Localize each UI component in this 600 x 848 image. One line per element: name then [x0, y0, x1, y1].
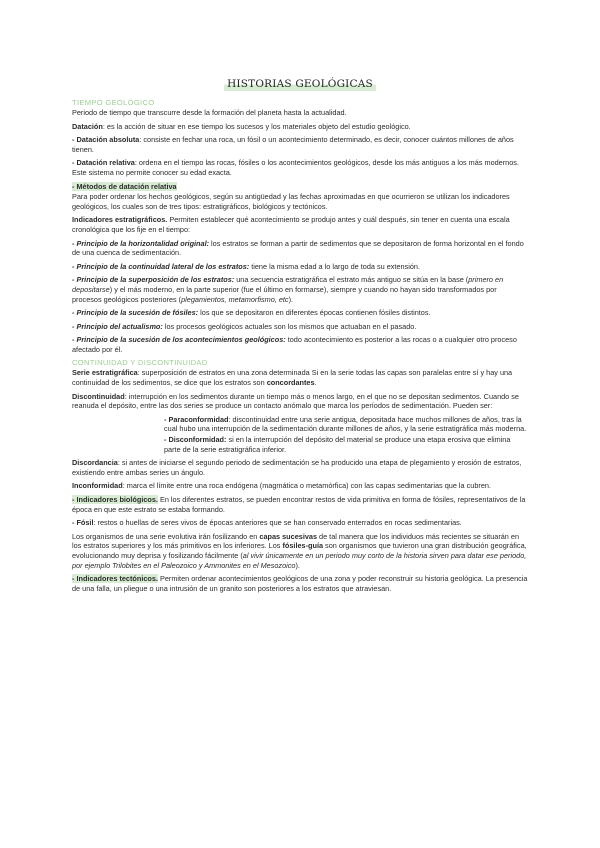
principle-term: - Principio de la sucesión de los acontecimientos geológicos:: [72, 335, 286, 345]
term: Discontinuidad: [72, 391, 125, 401]
term: Discordancia: [72, 458, 118, 468]
paragraph: [72, 215, 528, 234]
paragraph: [72, 495, 528, 514]
paragraph: [72, 518, 528, 528]
text: ).: [295, 560, 300, 570]
text: todo acontecimiento es posterior a las rocas o a cualquier otro proceso afectado por él.: [72, 335, 517, 354]
paragraph: [72, 308, 528, 318]
term: Inconformidad: [72, 481, 123, 491]
highlighted-term: - Indicadores biológicos.: [72, 495, 158, 504]
term: Datación: [72, 121, 103, 131]
term: - Datación absoluta: [72, 135, 140, 145]
paragraph: [72, 108, 528, 118]
term: Serie estratigráfica: [72, 368, 138, 378]
paragraph: [72, 335, 528, 354]
text: Para poder ordenar los hechos geológicos, según su antigüedad y las fechas aproximadas en que ocurrieron se utilizan los indicadores geológicos, los cuales son de tres tipos: estratigráficos, biológicos y tectónicos.: [72, 192, 510, 211]
text: Permiten establecer qué acontecimiento se produjo antes y cuál después, sin tener en cuenta una escala cronológica que los fije en el tiempo:: [72, 215, 510, 234]
paragraph: [72, 574, 528, 593]
principle-term: - Principio de la sucesión de fósiles:: [72, 308, 199, 318]
paragraph: [72, 368, 528, 387]
text: : restos o huellas de seres vivos de épocas anteriores que se han conservado enterrados en rocas sedimentarias.: [93, 518, 462, 528]
principle-term: - Principio de la superposición de los estratos:: [72, 275, 235, 285]
highlighted-term: - Métodos de datación relativa: [72, 181, 177, 191]
text: : interrupción en los sedimentos durante un tiempo más o menos largo, en el que no se depositan sedimentos. Cuando se reanuda el depósito, entre las dos series se produce un contacto anómalo que marca los períodos de sedimentación. Pueden ser:: [72, 391, 519, 411]
term: - Disconformidad:: [164, 435, 227, 445]
page-title: HISTORIAS GEOLÓGICAS: [224, 77, 376, 91]
text: : superposición de estratos en una zona determinada Si en la serie todas las capas son paralelas entre sí y hay una continuidad de los sedimentos, se dice que los estratos son: [72, 368, 513, 388]
text: de tal manera que los individuos más recientes se situarán en los estratos superiores y los más primitivos en los inferiores. Los: [72, 531, 520, 551]
title-wrap: [72, 74, 528, 92]
text: : consiste en fechar una roca, un fósil o un acontecimiento determinado, es decir, conocer cuántos millones de años tienen.: [72, 135, 514, 154]
term: Indicadores estratigráficos.: [72, 215, 168, 225]
section-heading-tiempo: TIEMPO GEOLÓGICO: [72, 98, 155, 107]
term: - Fósil: [72, 518, 94, 528]
text: .: [314, 378, 317, 388]
paragraph: [72, 192, 528, 211]
text: Los organismos de una serie evolutiva irán fosilizando en: [72, 531, 260, 541]
text: Permiten ordenar acontecimientos geológicos de una zona y poder reconstruir su historia geológica. La presencia de una falla, un pliegue o una intrusión de un granito son posteriores a los estratos que atraviesan.: [72, 574, 528, 593]
paragraph: [72, 239, 528, 258]
paragraph: [72, 275, 528, 304]
highlighted-term: - Indicadores tectónicos.: [72, 574, 158, 584]
text: ).: [288, 294, 294, 304]
principle-term: - Principio de la continuidad lateral de los estratos:: [72, 261, 250, 271]
text: tiene la misma edad a lo largo de toda su extensión.: [249, 261, 420, 271]
term: concordantes: [266, 378, 315, 388]
text: : es la acción de situar en ese tiempo los sucesos y los materiales objeto del estudio geológico.: [102, 121, 411, 131]
term: - Paraconformidad: [164, 414, 229, 424]
paragraph: [72, 322, 528, 332]
paragraph: [72, 158, 528, 177]
paragraph: [72, 122, 528, 132]
term: - Datación relativa: [72, 158, 135, 168]
text: ) y el más moderno, en la parte superior (fue el último en formarse), siempre y cuando no hayan sido transformados por procesos geológicos posteriores (: [72, 284, 497, 304]
text: En los diferentes estratos, se pueden encontrar restos de vida primitiva en forma de fósiles, representativos de la época en que este estrato se estaba formando.: [72, 495, 526, 514]
section-heading-continuidad: CONTINUIDAD Y DISCONTINUIDAD: [72, 358, 208, 368]
text: son organismos que tuvieron una gran distribución geográfica, evolucionando muy deprisa y fosilizando fácilmente (: [72, 541, 527, 560]
term: capas sucesivas: [259, 531, 318, 541]
principle-term: - Principio del actualismo:: [72, 321, 163, 331]
paragraph: [72, 262, 528, 272]
indented-paragraph: [72, 415, 528, 434]
document-page: [72, 74, 528, 597]
text: : discontinuidad entre una serie antigua, depositada hace muchos millones de años, tras la cual hubo una interrupción de la sedimentación durante millones de años, y la serie estratigráfica más moderna.: [164, 414, 527, 434]
paragraph: [72, 392, 528, 411]
text: una secuencia estratigráfica el estrato más antiguo se sitúa en la base (: [234, 275, 469, 285]
subheading-metodos: [72, 182, 528, 192]
italic-text: al vivir únicamente en un periodo muy corto de la historia sirven para datar ese periodo, por ejemplo Trilobites en el Paleozoico y Ammonites en el Mesozoico: [72, 550, 527, 570]
text: Periodo de tiempo que transcurre desde la formación del planeta hasta la actualidad.: [72, 108, 347, 117]
italic-text: primero en depositarse: [72, 275, 504, 294]
text: si en la interrupción del depósito del material se produce una etapa erosiva que elimina parte de la serie estratigráfica inferior.: [164, 435, 511, 454]
text: : marca el límite entre una roca endógena (magmática o metamórfica) con las capas sedimentarias que la cubren.: [122, 481, 491, 491]
term: fósiles-guía: [282, 541, 324, 551]
paragraph: [72, 458, 528, 477]
italic-text: plegamientos, metamorfismo, etc: [181, 294, 289, 304]
text: : si antes de iniciarse el segundo periodo de sedimentación se ha producido una etapa de plegamiento y erosión de estratos, existiendo entre ambas series un ángulo.: [72, 458, 522, 477]
principle-term: - Principio de la horizontalidad original:: [72, 238, 210, 248]
text: los procesos geológicos actuales son los mismos que actuaban en el pasado.: [162, 321, 417, 331]
paragraph: [72, 135, 528, 154]
paragraph: [72, 481, 528, 491]
text: los estratos se forman a partir de sedimentos que se depositaron de forma horizontal en el fondo de una cuenca de sedimentación.: [72, 238, 524, 258]
paragraph: [72, 532, 528, 570]
indented-paragraph: [72, 435, 528, 454]
text: : ordena en el tiempo las rocas, fósiles o los acontecimientos geológicos, desde los más antiguos a los más modernos. Este sistema no permite conocer su edad exacta.: [72, 158, 519, 177]
text: los que se depositaron en diferentes épocas contienen fósiles distintos.: [198, 308, 431, 318]
